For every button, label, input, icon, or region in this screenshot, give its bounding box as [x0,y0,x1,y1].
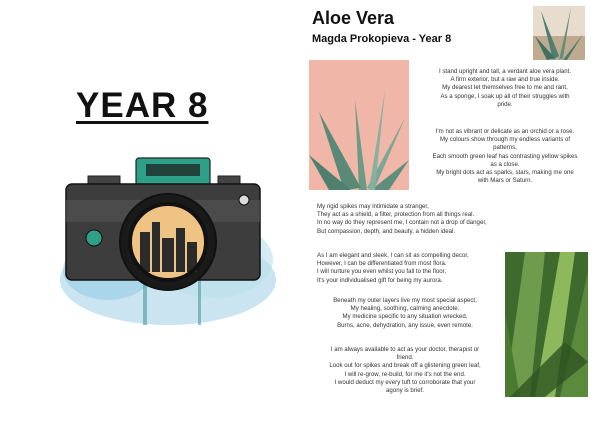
right-page [300,0,600,424]
poem-line: But compassion, depth, and beauty, a hidden ideal. [317,227,456,235]
aloe-photo-small [533,6,585,60]
aloe-photo-pink [309,60,409,190]
poem-line: friend. [396,354,414,362]
poem-line: I'm not as vibrant or delicate as an orchid or a rose. [435,128,575,135]
poem-line: My colours show through my endless variants of [439,136,571,144]
poem-line: Beneath my outer layers live my most special aspect, [333,297,477,304]
poem-line: However, I can be differentiated from most flora. [317,260,447,268]
poem-line: Look out for spikes and break off a glistening green leaf, [329,362,481,370]
stanza-4 [317,252,502,285]
poem-line: My rigid spikes may intimidate a stranger, [317,203,429,210]
poem-line: I stand upright and tall, a verdant aloe vera plant. [438,68,572,75]
poem-line: My dearest let themselves free to me and rant, [442,84,568,92]
poem-line: My healing, soothing, calming anecdote. [350,305,460,313]
poem-line: I am always available to act as your doctor, therapist or [330,346,480,353]
stanza-1 [415,68,595,109]
poem-line: I will re-grow, re-build, for me it's not the end. [344,370,466,378]
poem-line: agony is brief. [386,387,424,395]
poem-line: In no way do they represent me, I contain not a drop of danger, [317,219,487,227]
stanza-5 [310,297,500,330]
poem-line: I will nurture you even whilst you fall to the floor, [317,268,447,276]
poem-author: Magda Prokopieva - Year 8 [312,33,452,45]
year-heading: YEAR 8 [76,86,209,125]
poem-line: Each smooth green leaf has contrasting yellow spikes [432,152,578,160]
poem-line: I would deduct my every tuft to corroborate that your [334,378,476,386]
poem-title: Aloe Vera [312,8,395,28]
poem-line: As a sponge, I soak up all of their struggles with [440,92,570,100]
poem-line: Burns, acne, dehydration, any issue, even remote. [337,321,473,329]
poem-line: patterns, [493,144,517,152]
poem-line: It's your individualised gift for being my aurora. [317,276,443,284]
poem-line: As I am elegant and sleek, I can sit as compelling decor, [317,252,469,259]
poem-line: A firm exterior, but a raw and true inside. [450,76,560,84]
stanza-3 [317,203,517,236]
stanza-6 [310,346,500,395]
poem-line: with Mars or Saturn. [477,177,533,185]
aloe-photo-green [505,252,588,397]
poem-line: They act as a shield, a filter, protection from all things real. [317,211,475,219]
camera-illustration [48,150,278,340]
poem-line: pride. [497,100,513,108]
poem-line: as a close. [490,160,520,168]
poem-line: My bright dots act as sparks, stars, making me one [436,169,574,177]
poem-line: My medicine specific to any situation wrecked, [342,313,468,321]
stanza-2 [415,128,595,185]
